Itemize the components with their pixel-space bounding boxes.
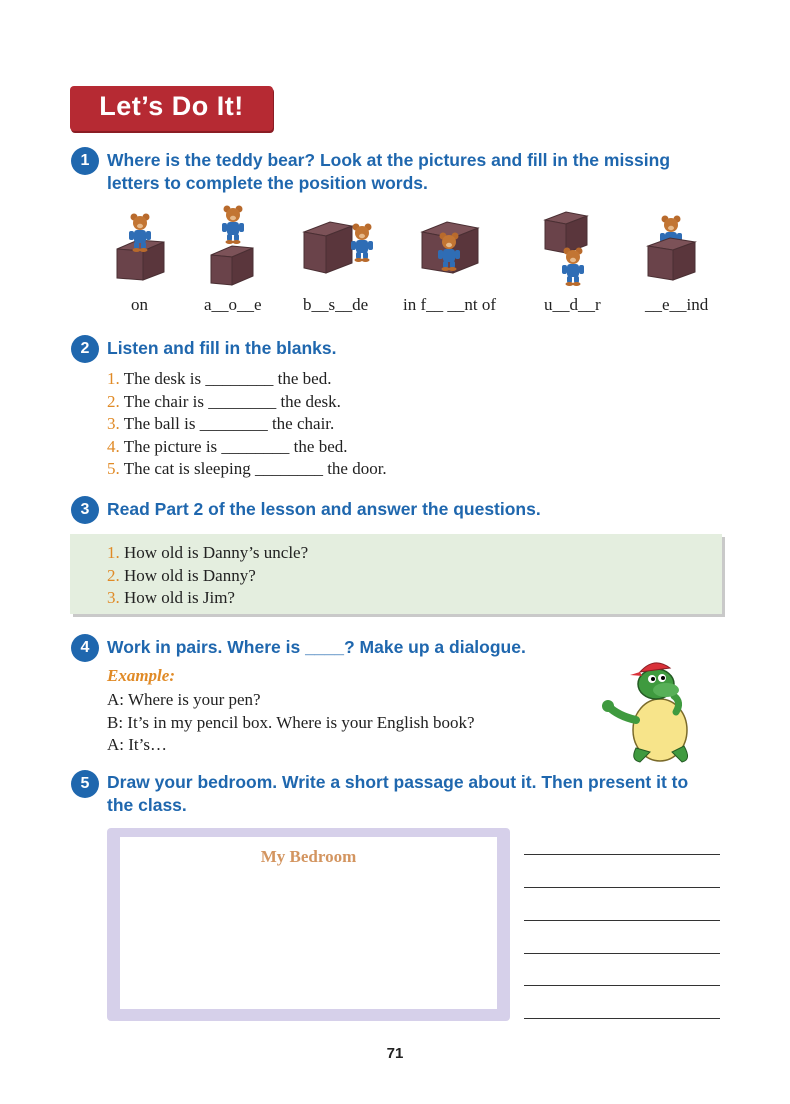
- writing-line[interactable]: [524, 985, 720, 986]
- writing-line[interactable]: [524, 854, 720, 855]
- bedroom-drawing-frame: [107, 828, 510, 1021]
- page-number: 71: [386, 1045, 404, 1062]
- drawing-area[interactable]: [120, 837, 497, 1009]
- list-item: 4. The picture is ________ the bed.: [107, 436, 348, 456]
- dialogue-line: A: It’s…: [107, 735, 167, 754]
- banner-title: Let’s Do It!: [99, 91, 244, 121]
- list-item: 3. How old is Jim?: [107, 588, 235, 607]
- position-word-in-front-of: in f__ __nt of: [403, 295, 497, 314]
- box-picture-above: [211, 206, 253, 286]
- writing-line[interactable]: [524, 920, 720, 921]
- question-1-instruction: Where is the teddy bear? Look at the pictures and fill in the missing letters to complete the position words.: [107, 150, 671, 193]
- question-2-number: 2: [71, 335, 99, 363]
- dialogue-example: [107, 689, 475, 757]
- writing-line[interactable]: [524, 1018, 720, 1019]
- lesson-banner: [70, 86, 273, 131]
- box-picture-beside: [304, 222, 373, 273]
- position-word-under: u__d__r: [544, 295, 601, 314]
- frame-title: My Bedroom: [260, 847, 357, 866]
- box-picture-under: [545, 212, 587, 286]
- list-item: 3. The ball is ________ the chair.: [107, 414, 335, 433]
- question-3-list: [107, 542, 308, 610]
- list-item: 1. The desk is ________ the bed.: [107, 369, 332, 388]
- question-3-number: 3: [71, 496, 99, 524]
- position-word-behind: __e__ind: [645, 295, 709, 314]
- question-5-instruction: Draw your bedroom. Write a short passage about it. Then present it to the class.: [107, 772, 689, 815]
- question-4-number: 4: [71, 634, 99, 662]
- question-2-list: [107, 368, 387, 481]
- dinosaur-mascot-illustration: [600, 660, 700, 770]
- list-item: 1. How old is Danny’s uncle?: [107, 543, 309, 562]
- question-4-instruction: Work in pairs. Where is ____? Make up a dialogue.: [107, 637, 526, 657]
- question-2-instruction: Listen and fill in the blanks.: [107, 338, 337, 358]
- position-word-above: a__o__e: [204, 295, 262, 314]
- list-item: 2. The chair is ________ the desk.: [107, 391, 341, 411]
- position-word-beside: b__s__de: [303, 295, 369, 314]
- writing-line[interactable]: [524, 953, 720, 954]
- position-word-on: on: [131, 295, 148, 314]
- list-item: 5. The cat is sleeping ________ the door.: [107, 459, 387, 478]
- box-picture-in-front-of: [422, 222, 478, 273]
- box-picture-behind: [648, 216, 695, 281]
- dialogue-line: B: It’s in my pencil box. Where is your English book?: [107, 712, 475, 732]
- question-5-number: 5: [71, 770, 99, 798]
- question-1-number: 1: [71, 147, 99, 175]
- writing-line[interactable]: [524, 887, 720, 888]
- question-3-instruction: Read Part 2 of the lesson and answer the questions.: [107, 499, 541, 519]
- list-item: 2. How old is Danny?: [107, 565, 256, 585]
- example-label: Example:: [107, 666, 175, 685]
- dialogue-line: A: Where is your pen?: [107, 690, 261, 709]
- box-picture-on: [117, 214, 164, 281]
